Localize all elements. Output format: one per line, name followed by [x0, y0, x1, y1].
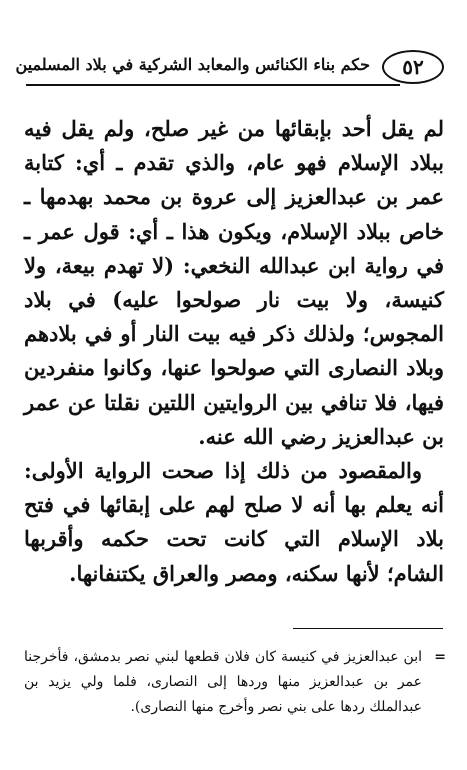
- page-number: ٥٢: [402, 55, 424, 79]
- footnote-text: ابن عبدالعزيز في كنيسة كان فلان قطعها لبني نصر بدمشق، فأخرجنا عمر بن عبدالعزيز منها وردها إلى النصارى، فلما ولي يزيد بن عبدالملك ردها على بني نصر وأخرج منها النصارى).: [24, 649, 422, 715]
- main-text: [24, 112, 444, 591]
- paragraph-2: والمقصود من ذلك إذا صحت الرواية الأولى: أنه يعلم بها أنه لا صلح لهم على إبقائها في فتح بلاد الإسلام التي كانت تحت حكمه وأقربها الشام؛ لأنها سكنه، ومصر والعراق يكتنفانها.: [24, 458, 444, 586]
- running-title: حكم بناء الكنائس والمعابد الشركية في بلاد المسلمين: [15, 55, 370, 74]
- footnote-divider: [293, 628, 443, 629]
- paragraph-1: لم يقل أحد بإبقائها من غير صلح، ولم يقل فيه ببلاد الإسلام فهو عام، والذي تقدم ـ أي: كتابة عمر بن عبدالعزيز إلى عروة بن محمد بهدمها ـ خاص ببلاد الإسلام، ويكون هذا ـ أي: قول عمر ـ في رواية ابن عبدالله النخعي: (لا تهدم بيعة، ولا كنيسة، ولا بيت نار صولحوا عليه) في بلاد المجوس؛ ولذلك ذكر فيه بيت النار أو في بلادهم وبلاد النصارى التي صولحوا عنها، وكانوا منفردين فيها، فلا تنافي بين الروايتين اللتين نقلتا عن عمر بن عبدالعزيز رضي الله عنه.: [24, 116, 444, 449]
- footnote-continuation-mark: =: [434, 649, 446, 665]
- footnote: [24, 645, 444, 720]
- header-divider: [26, 84, 400, 86]
- page-number-badge: [382, 50, 444, 84]
- running-header: [15, 48, 444, 88]
